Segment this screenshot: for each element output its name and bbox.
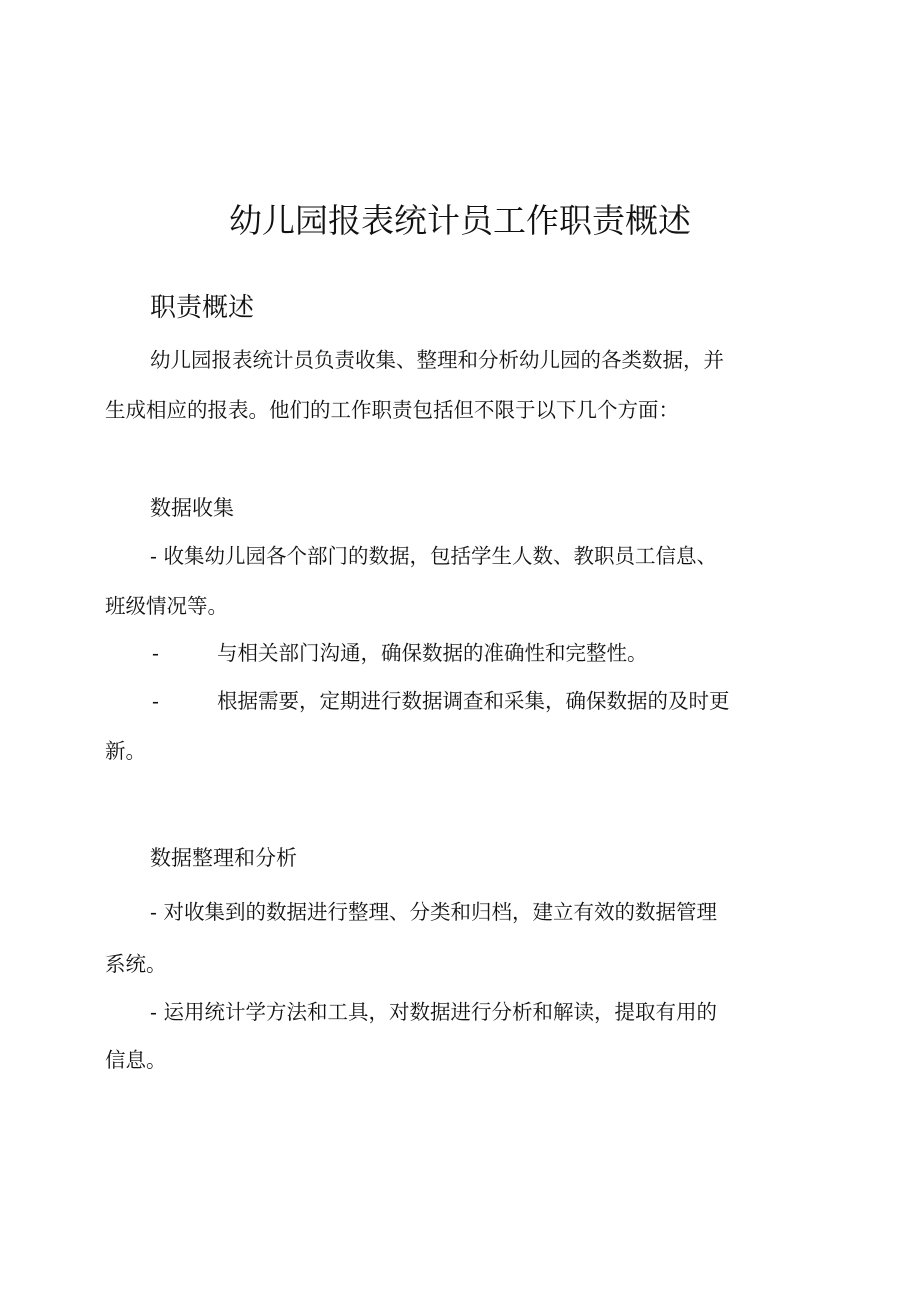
analysis-item-1-line-1: - 对收集到的数据进行整理、分类和归档，建立有效的数据管理: [150, 900, 717, 924]
collection-item-1-line-2: 班级情况等。: [105, 594, 228, 618]
section-heading-analysis: 数据整理和分析: [150, 846, 297, 870]
document-title: 幼儿园报表统计员工作职责概述: [229, 201, 691, 241]
overview-line-1: 幼儿园报表统计员负责收集、整理和分析幼儿园的各类数据，并: [150, 348, 724, 372]
collection-item-1-line-1: - 收集幼儿园各个部门的数据，包括学生人数、教职员工信息、: [150, 544, 717, 568]
collection-item-2-dash: -: [152, 641, 159, 665]
section-heading-overview: 职责概述: [150, 293, 255, 323]
analysis-item-1-line-2: 系统。: [105, 952, 167, 976]
collection-item-3-line-2: 新。: [105, 739, 146, 763]
section-heading-collection: 数据收集: [150, 496, 234, 520]
analysis-item-2-line-1: - 运用统计学方法和工具，对数据进行分析和解读，提取有用的: [150, 1000, 717, 1024]
collection-item-3-line-1: 根据需要，定期进行数据调查和采集，确保数据的及时更: [217, 689, 730, 713]
collection-item-2-text: 与相关部门沟通，确保数据的准确性和完整性。: [217, 641, 648, 665]
collection-item-3-dash: -: [152, 689, 159, 713]
overview-line-2: 生成相应的报表。他们的工作职责包括但不限于以下几个方面：: [105, 398, 679, 422]
analysis-item-2-line-2: 信息。: [105, 1048, 167, 1072]
